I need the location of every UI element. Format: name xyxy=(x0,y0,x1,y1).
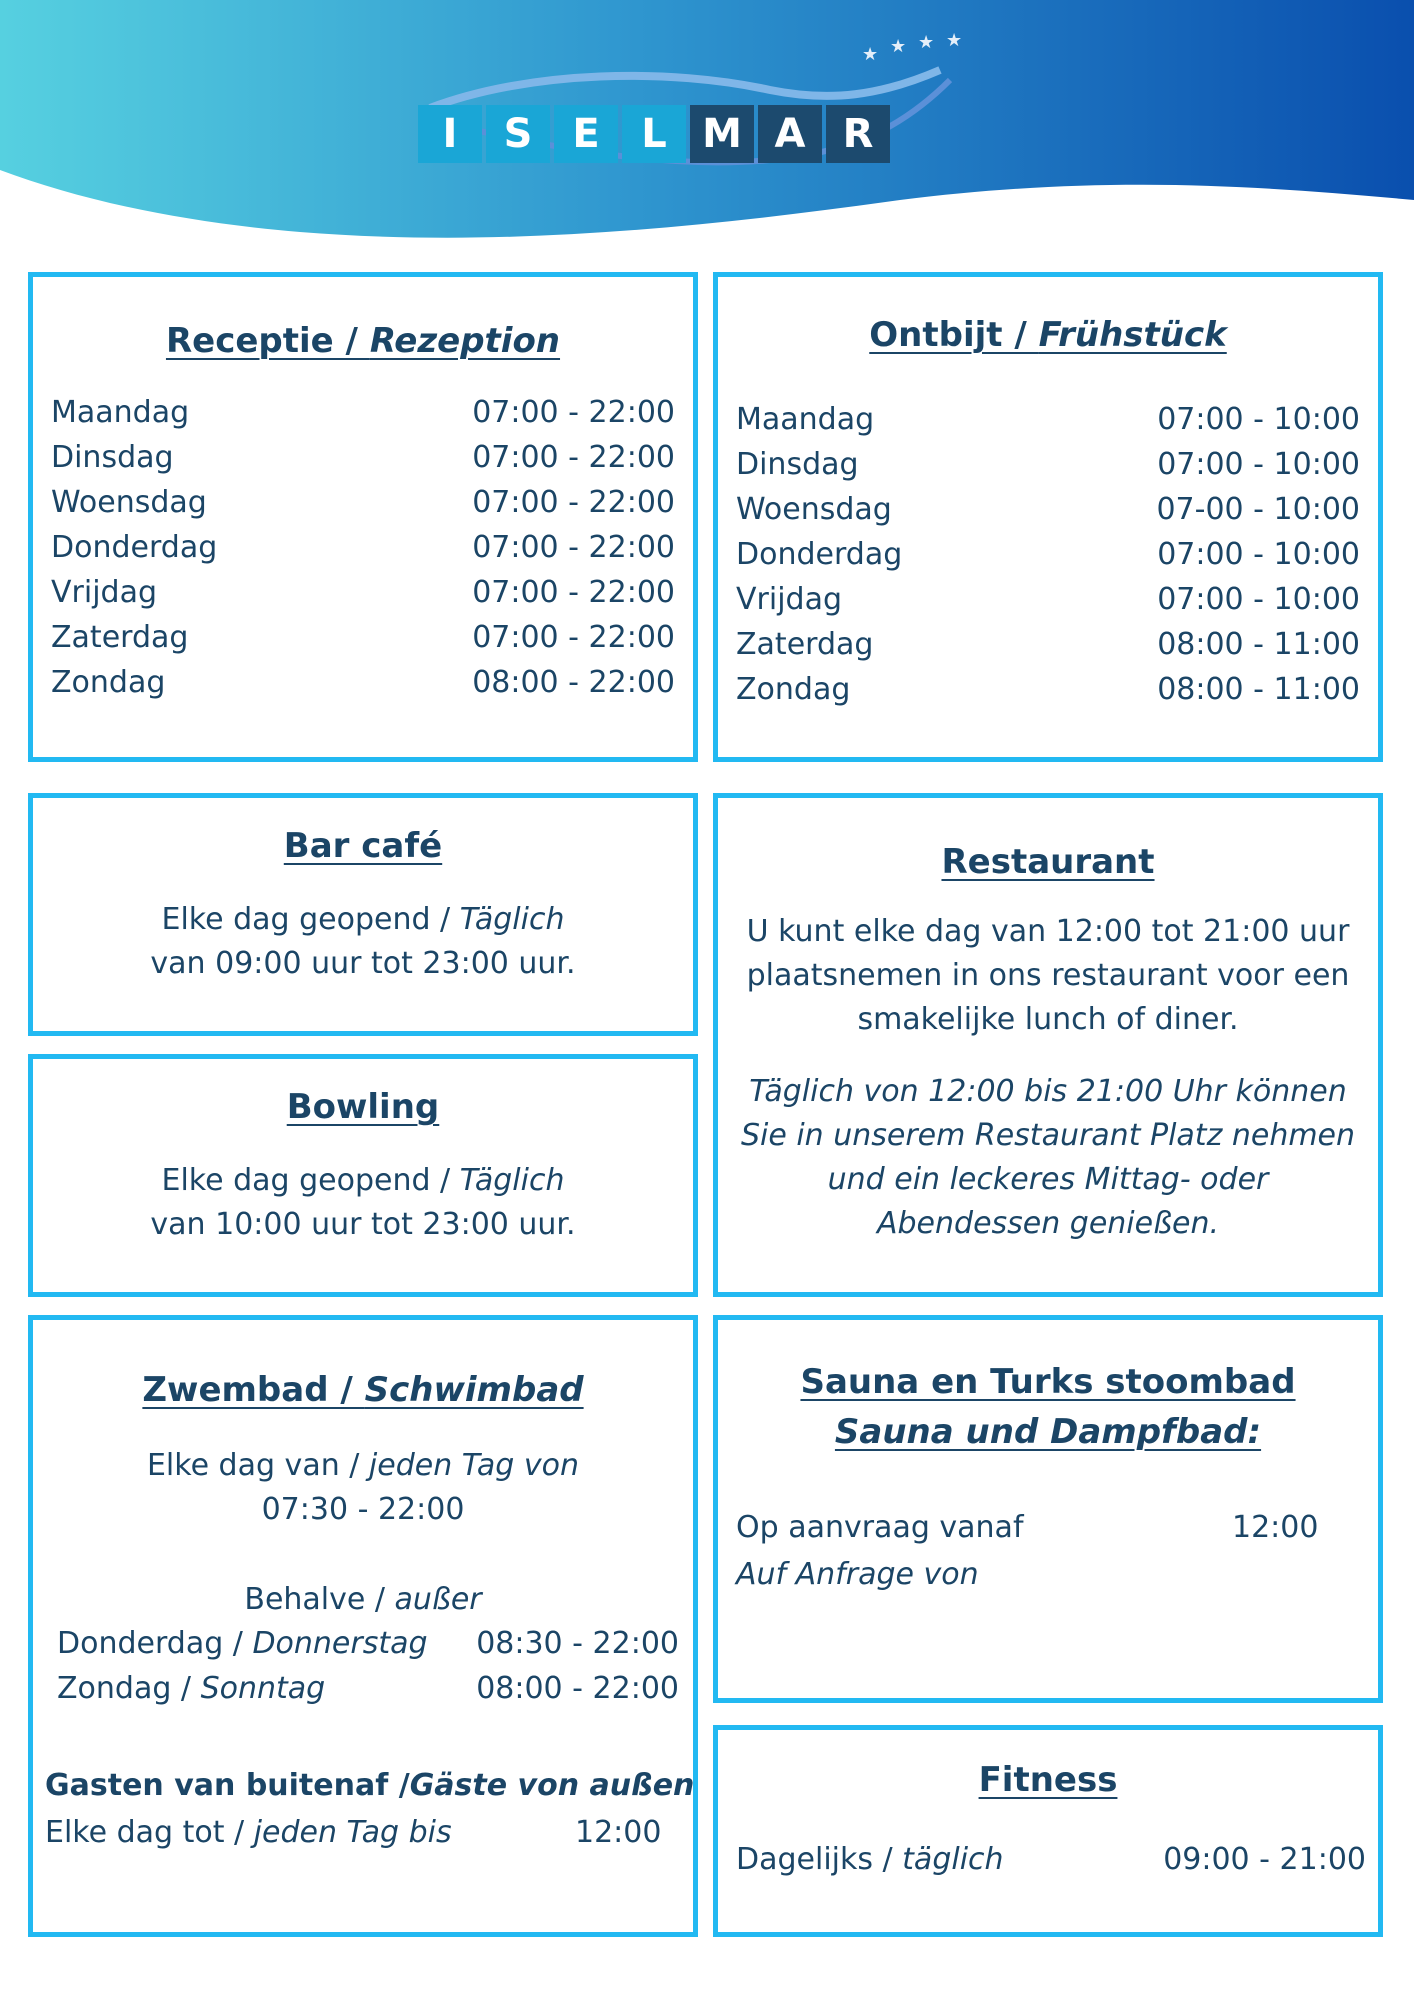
zwembad-guests-heading: Gasten van buitenaf /Gäste von außen xyxy=(45,1768,695,1803)
star-icon: ★ xyxy=(862,44,879,65)
ontbijt-time: 08:00 - 11:00 xyxy=(1157,627,1360,662)
logo-letter: R xyxy=(826,105,890,163)
zwembad-exception-time: 08:00 - 22:00 xyxy=(476,1671,679,1706)
receptie-day: Woensdag xyxy=(51,485,207,520)
bar-line2: van 09:00 uur tot 23:00 uur. xyxy=(150,946,576,981)
ontbijt-day: Vrijdag xyxy=(736,582,842,617)
zwembad-guests-time: 12:00 xyxy=(575,1815,662,1850)
bowling-line2: van 10:00 uur tot 23:00 uur. xyxy=(150,1207,576,1242)
receptie-time: 08:00 - 22:00 xyxy=(472,665,675,700)
ontbijt-time: 07:00 - 10:00 xyxy=(1157,537,1360,572)
receptie-time: 07:00 - 22:00 xyxy=(472,530,675,565)
zwembad-card xyxy=(28,1315,698,1937)
star-icon: ★ xyxy=(946,30,963,51)
bowling-title: Bowling xyxy=(286,1087,440,1127)
receptie-time: 07:00 - 22:00 xyxy=(472,575,675,610)
ontbijt-card xyxy=(713,272,1383,762)
sauna-time: 12:00 xyxy=(1232,1510,1319,1545)
zwembad-daily-time: 07:30 - 22:00 xyxy=(261,1492,465,1527)
ontbijt-time: 07-00 - 10:00 xyxy=(1156,492,1360,527)
star-icon: ★ xyxy=(890,36,907,57)
sauna-line-de: Auf Anfrage von xyxy=(736,1557,979,1592)
fitness-time: 09:00 - 21:00 xyxy=(1163,1842,1366,1877)
zwembad-except: Behalve / außer xyxy=(244,1582,482,1617)
logo-letter: I xyxy=(418,105,482,163)
restaurant-title: Restaurant xyxy=(941,842,1155,882)
receptie-time: 07:00 - 22:00 xyxy=(472,485,675,520)
bar-card xyxy=(28,793,698,1036)
fitness-card xyxy=(713,1725,1383,1937)
zwembad-daily: Elke dag van / jeden Tag von xyxy=(146,1448,580,1483)
sauna-line-nl: Op aanvraag vanaf xyxy=(736,1510,1024,1545)
fitness-title: Fitness xyxy=(978,1760,1118,1800)
receptie-day: Zaterdag xyxy=(51,620,189,655)
zwembad-exception-time: 08:30 - 22:00 xyxy=(476,1626,679,1661)
ontbijt-title: Ontbijt / Frühstück xyxy=(869,315,1227,355)
sauna-title-nl: Sauna en Turks stoombad xyxy=(800,1362,1296,1402)
logo-letter: E xyxy=(554,105,618,163)
receptie-time: 07:00 - 22:00 xyxy=(472,620,675,655)
sauna-title-de: Sauna und Dampfbad: xyxy=(834,1412,1262,1452)
restaurant-text-de: und ein leckeres Mittag- oder xyxy=(827,1162,1269,1197)
receptie-day: Vrijdag xyxy=(51,575,157,610)
ontbijt-day: Zaterdag xyxy=(736,627,874,662)
receptie-day: Dinsdag xyxy=(51,440,174,475)
ontbijt-time: 07:00 - 10:00 xyxy=(1157,582,1360,617)
header-banner xyxy=(0,0,1414,250)
restaurant-text-de: Täglich von 12:00 bis 21:00 Uhr können xyxy=(749,1074,1347,1109)
bowling-card xyxy=(28,1054,698,1297)
restaurant-text-de: Abendessen genießen. xyxy=(876,1206,1219,1241)
ontbijt-time: 08:00 - 11:00 xyxy=(1157,672,1360,707)
ontbijt-day: Maandag xyxy=(736,402,875,437)
zwembad-exception-day: Zondag / Sonntag xyxy=(57,1671,326,1706)
sauna-card xyxy=(713,1315,1383,1703)
ontbijt-day: Donderdag xyxy=(736,537,903,572)
restaurant-card xyxy=(713,793,1383,1297)
logo-letter: L xyxy=(622,105,686,163)
receptie-card xyxy=(28,272,698,762)
ontbijt-time: 07:00 - 10:00 xyxy=(1157,402,1360,437)
restaurant-text-nl: plaatsnemen in ons restaurant voor een xyxy=(746,958,1350,993)
logo-letter: A xyxy=(758,105,822,163)
iselmar-logo xyxy=(410,30,990,190)
restaurant-text-nl: U kunt elke dag van 12:00 tot 21:00 uur xyxy=(746,914,1350,949)
logo-letter: M xyxy=(690,105,754,163)
logo-letter: S xyxy=(486,105,550,163)
bar-title: Bar café xyxy=(283,826,443,866)
bar-line1: Elke dag geopend / Täglich xyxy=(161,902,565,937)
receptie-time: 07:00 - 22:00 xyxy=(472,440,675,475)
restaurant-text-de: Sie in unserem Restaurant Platz nehmen xyxy=(740,1118,1356,1153)
restaurant-text-nl: smakelijke lunch of diner. xyxy=(857,1002,1239,1037)
receptie-day: Donderdag xyxy=(51,530,218,565)
zwembad-guests-line: Elke dag tot / jeden Tag bis xyxy=(45,1815,452,1850)
bowling-line1: Elke dag geopend / Täglich xyxy=(161,1163,565,1198)
zwembad-title: Zwembad / Schwimbad xyxy=(142,1370,584,1410)
ontbijt-time: 07:00 - 10:00 xyxy=(1157,447,1360,482)
ontbijt-day: Dinsdag xyxy=(736,447,859,482)
receptie-day: Zondag xyxy=(51,665,166,700)
fitness-label: Dagelijks / täglich xyxy=(736,1842,1004,1877)
ontbijt-day: Woensdag xyxy=(736,492,892,527)
star-icon: ★ xyxy=(918,32,935,53)
zwembad-exception-day: Donderdag / Donnerstag xyxy=(57,1626,428,1661)
receptie-time: 07:00 - 22:00 xyxy=(472,395,675,430)
receptie-title: Receptie / Rezeption xyxy=(165,321,561,361)
ontbijt-day: Zondag xyxy=(736,672,851,707)
receptie-day: Maandag xyxy=(51,395,190,430)
